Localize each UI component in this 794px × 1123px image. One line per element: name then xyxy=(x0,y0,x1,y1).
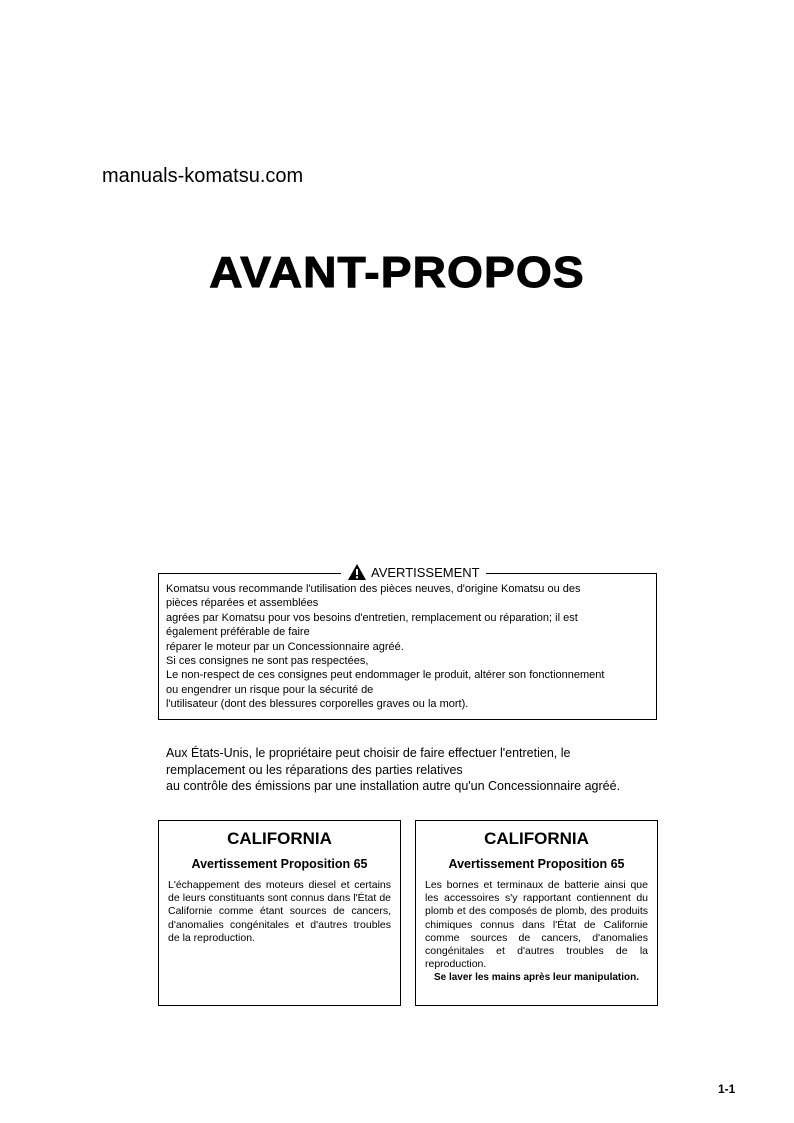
emissions-paragraph xyxy=(166,745,620,795)
page-number: 1-1 xyxy=(718,1082,736,1096)
paragraph-line: Aux États-Unis, le propriétaire peut choisir de faire effectuer l'entretien, le xyxy=(166,746,571,760)
warning-triangle-icon xyxy=(347,563,367,581)
warning-line: également préférable de faire xyxy=(166,626,310,639)
warning-heading: AVERTISSEMENT xyxy=(371,564,480,580)
page-title: AVANT-PROPOS xyxy=(209,248,585,297)
california-title: CALIFORNIA xyxy=(484,829,589,848)
warning-box xyxy=(158,564,657,720)
paragraph-line: remplacement ou les réparations des parties relatives xyxy=(166,762,463,777)
warning-line: agrées par Komatsu pour vos besoins d'entretien, remplacement ou réparation; il est xyxy=(166,611,578,624)
proposition-65-subtitle: Avertissement Proposition 65 xyxy=(448,857,625,871)
warning-line: réparer le moteur par un Concessionnaire agréé. xyxy=(166,640,404,653)
warning-line: l'utilisateur (dont des blessures corporelles graves ou la mort). xyxy=(166,698,469,711)
california-body: L'échappement des moteurs diesel et certains de leurs constituants sont connus dans l'État de Californie comme étant sources de cancers, d'anomalies congénitales et d'autres troubles de la reproduction. xyxy=(168,879,391,944)
warning-header xyxy=(341,563,486,581)
warning-line: Si ces consignes ne sont pas respectées, xyxy=(166,655,369,668)
proposition-65-subtitle: Avertissement Proposition 65 xyxy=(191,857,368,871)
warning-text xyxy=(166,582,650,712)
warning-line: pièces réparées et assemblées xyxy=(166,597,319,610)
paragraph-line: au contrôle des émissions par une installation autre qu'un Concessionnaire agréé. xyxy=(166,779,621,793)
california-body-wrapper xyxy=(425,879,648,985)
warning-line: Le non-respect de ces consignes peut endommager le produit, altérer son fonctionnement xyxy=(166,669,605,682)
california-box-diesel xyxy=(158,820,401,1006)
warning-line: Komatsu vous recommande l'utilisation des pièces neuves, d'origine Komatsu ou des xyxy=(166,583,581,595)
wash-hands-note: Se laver les mains après leur manipulation. xyxy=(433,972,640,984)
california-body: Les bornes et terminaux de batterie ainsi que les accessoires s'y rapportant contiennent du plomb et des composés de plomb, des produits chimiques connus dans l'État de Californie comme sources de cancers, d'anomalies congénitales et d'autres troubles de la reproduction. xyxy=(425,879,648,971)
california-box-battery xyxy=(415,820,658,1006)
site-url: manuals-komatsu.com xyxy=(102,165,304,187)
warning-line: ou engendrer un risque pour la sécurité de xyxy=(166,683,374,696)
california-title: CALIFORNIA xyxy=(227,829,332,848)
